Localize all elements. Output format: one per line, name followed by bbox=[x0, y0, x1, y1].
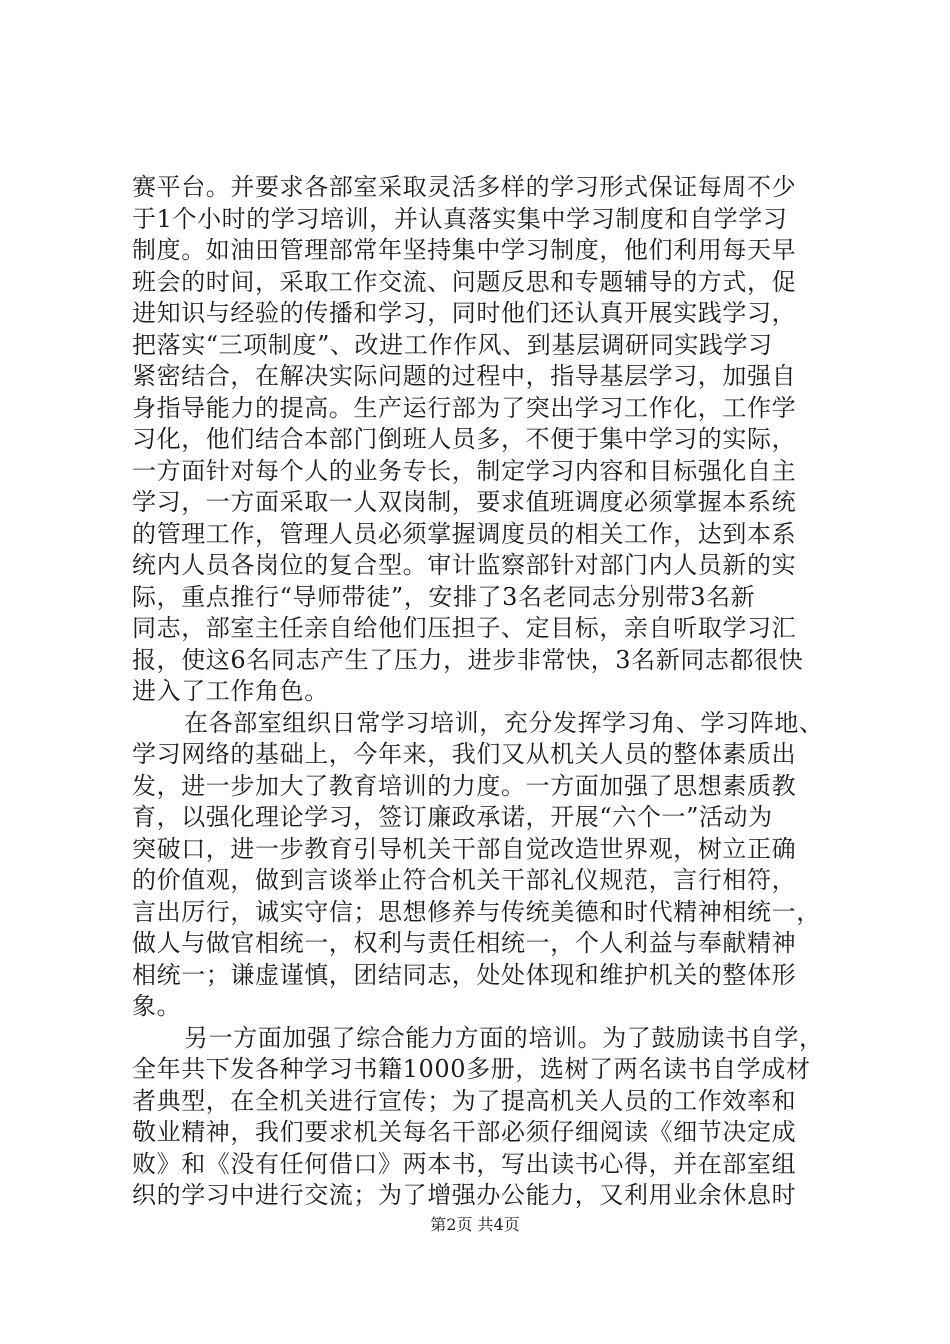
text-line: 学习，一方面采取一人双岗制，要求值班调度必须掌握本系统 bbox=[132, 488, 797, 516]
text-line: 言出厉行，诚实守信；思想修养与传统美德和时代精神相统一， bbox=[132, 897, 821, 926]
text-line: 际，重点推行“导师带徒”，安排了3名老同志分别带3名新 bbox=[132, 582, 756, 611]
text-line: 象。 bbox=[132, 992, 182, 1020]
text-line: 制度。如油田管理部常年坚持集中学习制度，他们利用每天早 bbox=[132, 236, 797, 264]
text-line: 学习网络的基础上，今年来，我们又从机关人员的整体素质出 bbox=[132, 740, 797, 768]
text-line: 育，以强化理论学习，签订廉政承诺，开展“六个一”活动为 bbox=[132, 803, 773, 831]
text-line: 的管理工作，管理人员必须掌握调度员的相关工作，达到本系 bbox=[132, 519, 797, 548]
text-line: 发，进一步加大了教育培训的力度。一方面加强了思想素质教 bbox=[132, 771, 797, 800]
text-line: 赛平台。并要求各部室采取灵活多样的学习形式保证每周不少 bbox=[132, 173, 797, 201]
text-line: 的价值观，做到言谈举止符合机关干部礼仪规范，言行相符， bbox=[132, 866, 797, 894]
text-line: 紧密结合，在解决实际问题的过程中，指导基层学习，加强自 bbox=[132, 362, 797, 390]
text-line: 统内人员各岗位的复合型。审计监察部针对部门内人员新的实 bbox=[132, 551, 797, 579]
text-line: 织的学习中进行交流；为了增强办公能力，又利用业余休息时 bbox=[132, 1181, 797, 1209]
text-line: 身指导能力的提高。生产运行部为了突出学习工作化，工作学 bbox=[132, 393, 797, 422]
text-line: 突破口，进一步教育引导机关干部自觉改造世界观，树立正确 bbox=[132, 834, 797, 863]
text-line: 相统一；谦虚谨慎，团结同志，处处体现和维护机关的整体形 bbox=[132, 960, 797, 989]
text-line: 全年共下发各种学习书籍1000多册，选树了两名读书自学成材 bbox=[132, 1055, 811, 1083]
text-line: 者典型，在全机关进行宣传；为了提高机关人员的工作效率和 bbox=[132, 1086, 797, 1115]
text-line: 进知识与经验的传播和学习，同时他们还认真开展实践学习， bbox=[132, 299, 797, 327]
page-number-footer: 第2页 共4页 bbox=[430, 1215, 520, 1234]
text-line: 班会的时间，采取工作交流、问题反思和专题辅导的方式，促 bbox=[132, 267, 797, 296]
body-text bbox=[132, 172, 832, 1212]
text-line: 于1个小时的学习培训，并认真落实集中学习制度和自学学习 bbox=[132, 204, 788, 233]
paragraph-start-line: 在各部室组织日常学习培训，充分发挥学习角、学习阵地、 bbox=[184, 708, 824, 737]
text-line: 同志，部室主任亲自给他们压担子、定目标，亲自听取学习汇 bbox=[132, 614, 797, 642]
paragraph-start-line: 另一方面加强了综合能力方面的培训。为了鼓励读书自学， bbox=[184, 1023, 824, 1052]
text-line: 把落实“三项制度”、改进工作作风、到基层调研同实践学习 bbox=[132, 330, 773, 359]
text-line: 敬业精神，我们要求机关每名干部必须仔细阅读《细节决定成 bbox=[132, 1118, 797, 1146]
text-line: 习化，他们结合本部门倒班人员多，不便于集中学习的实际， bbox=[132, 425, 797, 453]
text-line: 进入了工作角色。 bbox=[132, 677, 329, 705]
text-line: 做人与做官相统一，权利与责任相统一，个人利益与奉献精神 bbox=[132, 929, 797, 957]
text-line: 败》和《没有任何借口》两本书，写出读书心得，并在部室组 bbox=[132, 1149, 797, 1178]
text-line: 一方面针对每个人的业务专长，制定学习内容和目标强化自主 bbox=[132, 456, 797, 485]
text-line: 报，使这6名同志产生了压力，进步非常快，3名新同志都很快 bbox=[132, 645, 804, 674]
